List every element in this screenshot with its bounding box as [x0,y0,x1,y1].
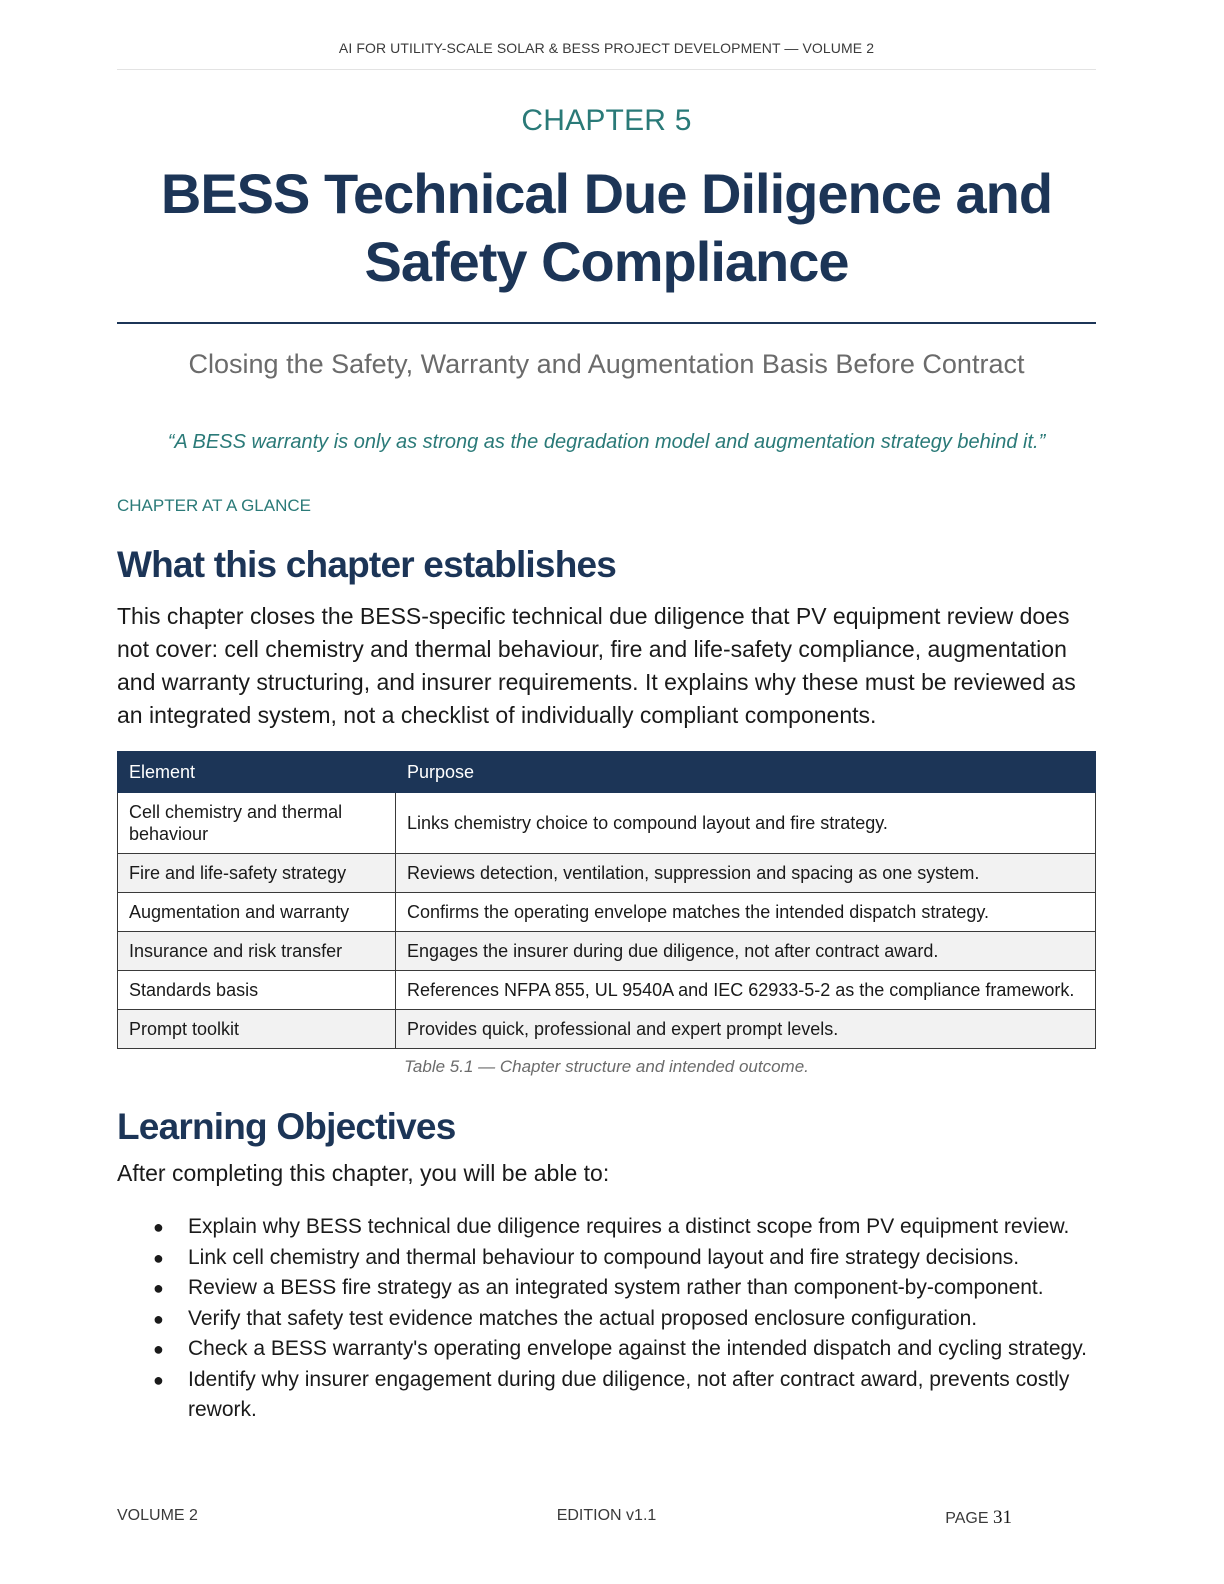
table-cell-element: Prompt toolkit [118,1010,396,1049]
bullet-icon: ● [153,1278,164,1298]
objectives-list [117,1212,1096,1421]
table-header-row [118,752,1096,793]
bullet-icon: ● [153,1369,164,1390]
page-number: 31 [993,1507,1012,1528]
chapter-title: BESS Technical Due Diligence and Safety Compliance [160,162,1053,293]
table-cell-element: Augmentation and warranty [118,893,396,932]
list-item [117,1273,1096,1304]
list-item [117,1243,1096,1274]
running-header: AI FOR UTILITY-SCALE SOLAR & BESS PROJECT DEVELOPMENT — VOLUME 2 [338,40,875,56]
footer-page [945,1507,1012,1529]
table-row [118,793,1096,854]
table-cell-element: Insurance and risk transfer [118,932,396,971]
objective-text: Link cell chemistry and thermal behaviour to compound layout and fire strategy decisions. [188,1245,1020,1269]
objective-text: Verify that safety test evidence matches the actual proposed enclosure configuration. [188,1306,978,1330]
bullet-icon: ● [153,1217,164,1237]
section-heading-establishes: What this chapter establishes [117,544,617,585]
objectives-intro: After completing this chapter, you will be able to: [117,1160,610,1186]
table-row [118,1010,1096,1049]
footer-edition: EDITION v1.1 [556,1507,657,1524]
table-cell-purpose: Confirms the operating envelope matches the intended dispatch strategy. [396,893,1096,932]
table-cell-purpose: References NFPA 855, UL 9540A and IEC 62933-5-2 as the compliance framework. [396,971,1096,1010]
table-header-element: Element [118,752,396,793]
chapter-epigraph: “A BESS warranty is only as strong as the degradation model and augmentation strategy behind it.” [167,431,1046,453]
table-cell-purpose: Provides quick, professional and expert prompt levels. [396,1010,1096,1049]
footer-volume: VOLUME 2 [117,1507,198,1524]
bullet-icon: ● [153,1308,164,1329]
table-row [118,971,1096,1010]
table-cell-element: Cell chemistry and thermal behaviour [118,793,396,854]
intro-paragraph: This chapter closes the BESS-specific technical due diligence that PV equipment review does not cover: cell chemistry and thermal behaviour, fire and life-safety compliance, augmentation and warranty structuring, and insurer requirements. It explains why these must be reviewed as an integrated system, not a checklist of individually compliant components. [117,603,1076,728]
table-cell-element: Standards basis [118,971,396,1010]
table-row [118,854,1096,893]
bullet-icon: ● [153,1339,164,1359]
objective-text: Check a BESS warranty's operating envelope against the intended dispatch and cycling strategy. [188,1337,1087,1360]
table-cell-purpose: Engages the insurer during due diligence, not after contract award. [396,932,1096,971]
table-cell-purpose: Links chemistry choice to compound layout and fire strategy. [396,793,1096,854]
list-item [117,1304,1096,1335]
table-caption: Table 5.1 — Chapter structure and intended outcome. [404,1057,809,1076]
list-item [117,1212,1096,1243]
table-cell-element: Fire and life-safety strategy [118,854,396,893]
table-cell-purpose: Reviews detection, ventilation, suppression and spacing as one system. [396,854,1096,893]
objective-text: Identify why insurer engagement during due diligence, not after contract award, prevents costly rework. [188,1367,1070,1421]
chapter-label: CHAPTER 5 [521,104,692,137]
header-divider [117,69,1096,70]
glance-label: CHAPTER AT A GLANCE [117,496,311,515]
table-row [118,932,1096,971]
page-label: PAGE [945,1510,989,1527]
list-item [117,1365,1096,1421]
objective-text: Review a BESS fire strategy as an integrated system rather than component-by-component. [188,1276,1044,1299]
table-row [118,893,1096,932]
list-item [117,1334,1096,1365]
chapter-subtitle: Closing the Safety, Warranty and Augmentation Basis Before Contract [188,349,1025,379]
objective-text: Explain why BESS technical due diligence requires a distinct scope from PV equipment review. [188,1215,1070,1238]
section-heading-objectives: Learning Objectives [117,1106,456,1147]
bullet-icon: ● [153,1247,164,1268]
glance-table [117,751,1096,1049]
table-header-purpose: Purpose [396,752,1096,793]
document-page [117,0,1096,1584]
title-divider [117,322,1096,324]
